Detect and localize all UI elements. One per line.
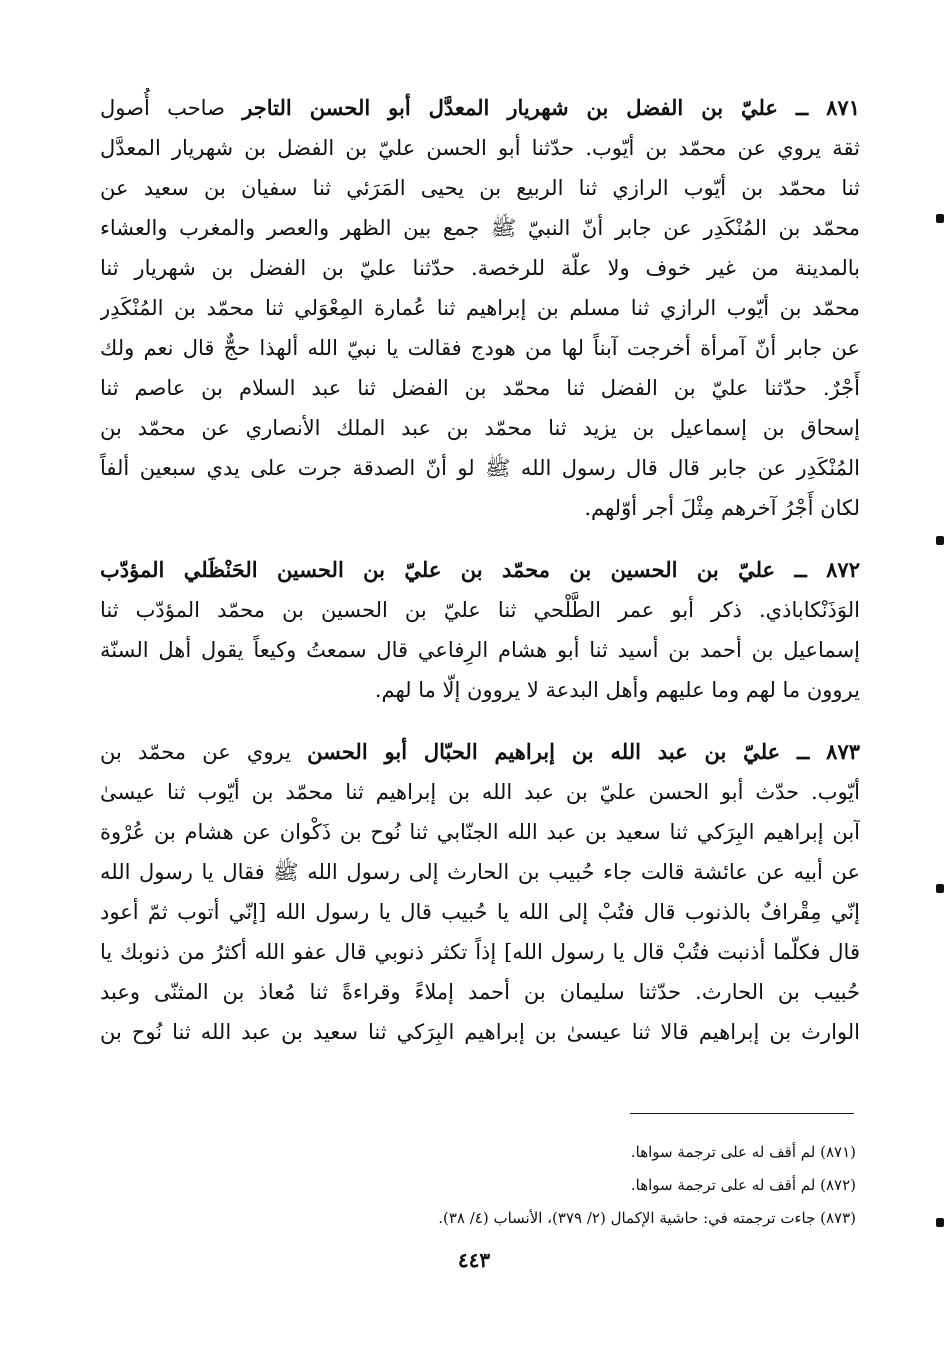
footnote-872: (٨٧٢) لم أقف له على ترجمة سواها. — [630, 1176, 856, 1194]
text-line: لكان أَجْرُ آخرهم مِثْلَ أجر أوّلهم. — [584, 496, 860, 520]
footnote-871: (٨٧١) لم أقف له على ترجمة سواها. — [630, 1143, 856, 1161]
text-line: محمّد بن أيّوب الرازي ثنا مسلم بن إبراهيم ثنا عُمارة المِعْوَلي ثنا محمّد بن المُنْكَدِر — [100, 296, 860, 320]
text-line: ثقة يروي عن محمّد بن أيّوب. حدّثنا أبو الحسن عليّ بن الفضل بن شهريار المعدَّل — [100, 136, 860, 160]
text-line: الوَذَنْكاباذي. ذكر أبو عمر الطَّلْحي ثنا عليّ بن الحسين بن محمّد المؤدّب ثنا — [100, 598, 860, 622]
scan-mark — [936, 214, 944, 223]
entry-872 — [100, 550, 860, 710]
entry-871 — [100, 88, 860, 528]
entry-heading: ٨٧٢ ــ عليّ بن الحسين بن محمّد بن عليّ بن الحسين الحَنْظَلي المؤدّب — [100, 557, 860, 582]
footnotes — [300, 1136, 856, 1235]
text-line: المُنْكَدِر عن جابر قال قال رسول الله ﷺ لو أنّ الصدقة جرت على يدي سبعين ألفاً — [100, 456, 860, 480]
page-number: ٤٤٣ — [457, 1248, 491, 1272]
text-line: إسماعيل بن أحمد بن أسيد ثنا أبو هشام الرِفاعي قال سمعتُ وكيعاً يقول أهل السنّة — [100, 638, 860, 662]
footnote-divider — [630, 1113, 854, 1114]
text-line: عن أبيه عن عائشة قالت جاء حُبيب بن الحارث إلى رسول الله ﷺ فقال يا رسول الله — [100, 860, 860, 884]
text-line: أَجْرٌ. حدّثنا عليّ بن الفضل ثنا محمّد بن الفضل ثنا عبد السلام بن عاصم ثنا — [100, 376, 860, 400]
scan-mark — [936, 884, 944, 893]
text-line: آبن إبراهيم البِرَكي ثنا سعيد بن عبد الله الجنّابي ثنا نُوح بن ذَكْوان عن هشام بن عُرْوة — [100, 820, 860, 844]
entry-873 — [100, 732, 860, 1052]
entry-heading: ٨٧٣ ــ عليّ بن عبد الله بن إبراهيم الحبّال أبو الحسن — [307, 739, 860, 764]
text-line: قال فكلّما أذنبت فتُبْ قال يا رسول الله] إذاً تكثر ذنوبي قال عفو الله أكثرُ من ذنوبك يا — [100, 940, 860, 964]
text-line: إسحاق بن إسماعيل بن يزيد ثنا محمّد بن عبد الملك الأنصاري عن محمّد بن — [100, 416, 860, 440]
text-line — [100, 88, 860, 128]
main-text — [100, 88, 860, 1074]
entry-heading: ٨٧١ ــ عليّ بن الفضل بن شهريار المعدَّل أبو الحسن التاجر — [242, 95, 860, 120]
scan-mark — [936, 536, 944, 545]
entry-text: يروي عن محمّد بن — [100, 740, 308, 764]
text-line: ثنا محمّد بن أيّوب الرازي ثنا الربيع بن يحيى المَرَئي ثنا سفيان بن سعيد عن — [100, 176, 860, 200]
text-line: أيّوب. حدّث أبو الحسن عليّ بن عبد الله بن إبراهيم ثنا محمّد بن أيّوب ثنا عيسىٰ — [100, 780, 860, 804]
text-line: إنّي مِقْرافٌ بالذنوب قال فتُبْ إلى الله يا حُبيب قال يا رسول الله [إنّي أتوب ثمّ أعود — [100, 900, 860, 924]
text-line: يروون ما لهم وما عليهم وأهل البدعة لا يروون إلّا ما لهم. — [374, 678, 860, 702]
text-line: الوارث بن إبراهيم قالا ثنا عيسىٰ بن إبراهيم البِرَكي ثنا سعيد بن عبد الله ثنا نُوح بن — [100, 1020, 860, 1044]
text-line — [100, 732, 860, 772]
scan-mark — [936, 1218, 944, 1227]
entry-text: صاحب أُصول — [100, 96, 243, 120]
text-line: حُبيب بن الحارث. حدّثنا سليمان بن أحمد إملاءً وقراءةً ثنا مُعاذ بن المثنّى وعبد — [100, 980, 860, 1004]
text-line: بالمدينة من غير خوف ولا علّة للرخصة. حدّثنا عليّ بن الفضل بن شهريار ثنا — [100, 256, 860, 280]
text-line: محمّد بن المُنْكَدِر عن جابر أنّ النبيّ ﷺ جمع بين الظهر والعصر والمغرب والعشاء — [100, 216, 860, 240]
text-line: عن جابر أنّ آمرأة أخرجت آبناً لها من هودج فقالت يا نبيّ الله ألهذا حجٌّ قال نعم ولك — [100, 336, 860, 360]
footnote-873: (٨٧٣) جاءت ترجمته في: حاشية الإكمال (٢/ ٣٧٩)، الأنساب (٤/ ٣٨). — [438, 1209, 856, 1227]
